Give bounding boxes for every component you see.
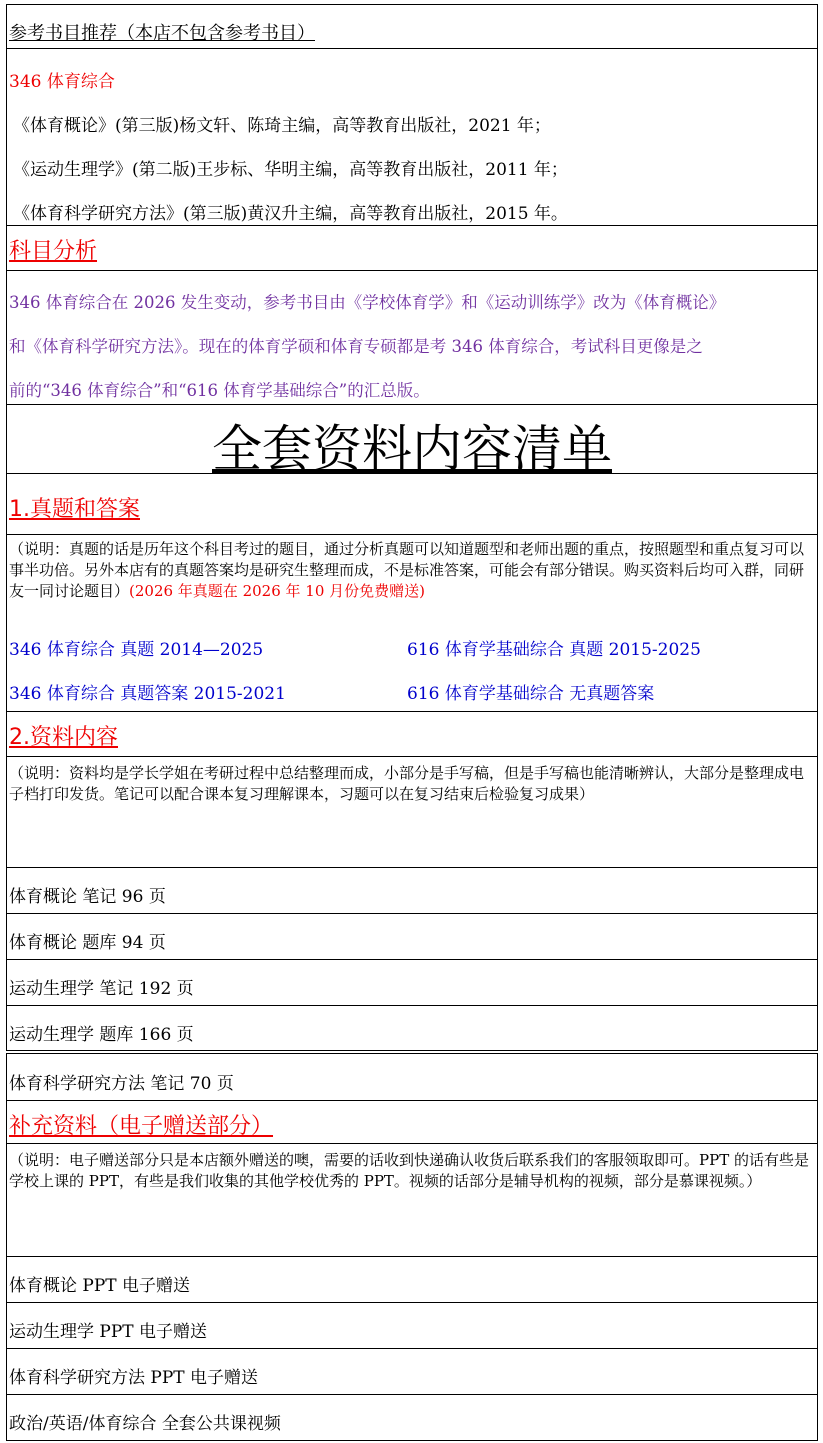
ref-book-1: 《体育概论》(第三版)杨文轩、陈琦主编，高等教育出版社，2021 年； bbox=[13, 116, 551, 136]
section1-header: 1.真题和答案 bbox=[9, 497, 140, 522]
s2-item-row bbox=[6, 913, 818, 960]
section1-body-cell bbox=[6, 534, 818, 712]
ref-header-cell bbox=[6, 4, 818, 49]
ref-book-3: 《体育科学研究方法》(第三版)黄汉升主编，高等教育出版社，2015 年。 bbox=[13, 204, 568, 224]
analysis-header-cell bbox=[6, 225, 818, 271]
analysis-text-cell bbox=[6, 270, 818, 405]
section2-note: （说明：资料均是学长学姐在考研过程中总结整理而成，小部分是手写稿，但是手写稿也能清晰辨认，大部分是整理成电子档打印发货。笔记可以配合课本复习理解课本，习题可以在复习结束后检验复习成果） bbox=[9, 764, 805, 803]
section3-header-cell bbox=[6, 1100, 818, 1144]
section3-note-cell bbox=[6, 1143, 818, 1257]
s2-item-4: 运动生理学 题库 166 页 bbox=[9, 1025, 194, 1045]
s3-item-row bbox=[6, 1394, 818, 1441]
ref-book-2: 《运动生理学》(第二版)王步标、华明主编，高等教育出版社，2011 年； bbox=[13, 160, 568, 180]
s3-item-1: 体育概论 PPT 电子赠送 bbox=[9, 1276, 191, 1296]
analysis-line-1: 346 体育综合在 2026 发生变动，参考书目由《学校体育学》和《运动训练学》改为《体育概论》 bbox=[9, 293, 726, 312]
ref-books-cell bbox=[6, 48, 818, 226]
s3-item-3: 体育科学研究方法 PPT 电子赠送 bbox=[9, 1368, 259, 1388]
section2-header-cell bbox=[6, 711, 818, 757]
s1-item-346-papers: 346 体育综合 真题 2014—2025 bbox=[9, 640, 264, 660]
s3-item-row bbox=[6, 1348, 818, 1395]
section3-header: 补充资料（电子赠送部分） bbox=[9, 1114, 274, 1139]
section1-note-text: （说明：真题的话是历年这个科目考过的题目，通过分析真题可以知道题型和老师出题的重点，按照题型和重点复习可以事半功倍。另外本店有的真题答案均是研究生整理而成，不是标准答案，可能会有部分错误。购买资料后均可入群，同研友一同讨论题目） bbox=[9, 540, 805, 600]
s2-item-5: 体育科学研究方法 笔记 70 页 bbox=[9, 1074, 234, 1094]
s2-item-row bbox=[6, 959, 818, 1006]
s2-item-1: 体育概论 笔记 96 页 bbox=[9, 887, 166, 907]
s2-item-2: 体育概论 题库 94 页 bbox=[9, 933, 166, 953]
s3-item-4: 政治/英语/体育综合 全套公共课视频 bbox=[9, 1414, 281, 1434]
analysis-line-2: 和《体育科学研究方法》。现在的体育学硕和体育专硕都是考 346 体育综合，考试科目更像是之 bbox=[9, 337, 703, 356]
s2-item-3: 运动生理学 笔记 192 页 bbox=[9, 979, 194, 999]
s1-item-616-answers: 616 体育学基础综合 无真题答案 bbox=[407, 684, 655, 704]
section2-note-cell bbox=[6, 756, 818, 868]
ref-subject: 346 体育综合 bbox=[9, 72, 115, 92]
s1-item-346-answers: 346 体育综合 真题答案 2015-2021 bbox=[9, 684, 286, 704]
analysis-header: 科目分析 bbox=[9, 239, 98, 264]
main-title: 全套资料内容清单 bbox=[212, 420, 612, 478]
s3-item-row bbox=[6, 1302, 818, 1349]
analysis-line-3: 前的“346 体育综合”和“616 体育学基础综合”的汇总版。 bbox=[9, 381, 430, 400]
s2-item-row bbox=[6, 1053, 818, 1101]
section2-header: 2.资料内容 bbox=[9, 725, 118, 750]
s3-item-2: 运动生理学 PPT 电子赠送 bbox=[9, 1322, 208, 1342]
s2-item-row bbox=[6, 867, 818, 914]
s2-item-row bbox=[6, 1005, 818, 1051]
section3-note: （说明：电子赠送部分只是本店额外赠送的噢，需要的话收到快递确认收货后联系我们的客服领取即可。PPT 的话有些是学校上课的 PPT，有些是我们收集的其他学校优秀的 PPT。视频的话部分是辅导机构的视频，部分是慕课视频。） bbox=[9, 1151, 809, 1190]
s1-item-616-papers: 616 体育学基础综合 真题 2015-2025 bbox=[407, 640, 701, 660]
section1-header-cell bbox=[6, 473, 818, 535]
section1-note bbox=[9, 539, 815, 602]
s3-item-row bbox=[6, 1256, 818, 1303]
ref-header: 参考书目推荐（本店不包含参考书目） bbox=[9, 23, 315, 44]
main-title-cell bbox=[6, 404, 818, 478]
section1-note-free: (2026 年真题在 2026 年 10 月份免费赠送) bbox=[129, 582, 425, 600]
